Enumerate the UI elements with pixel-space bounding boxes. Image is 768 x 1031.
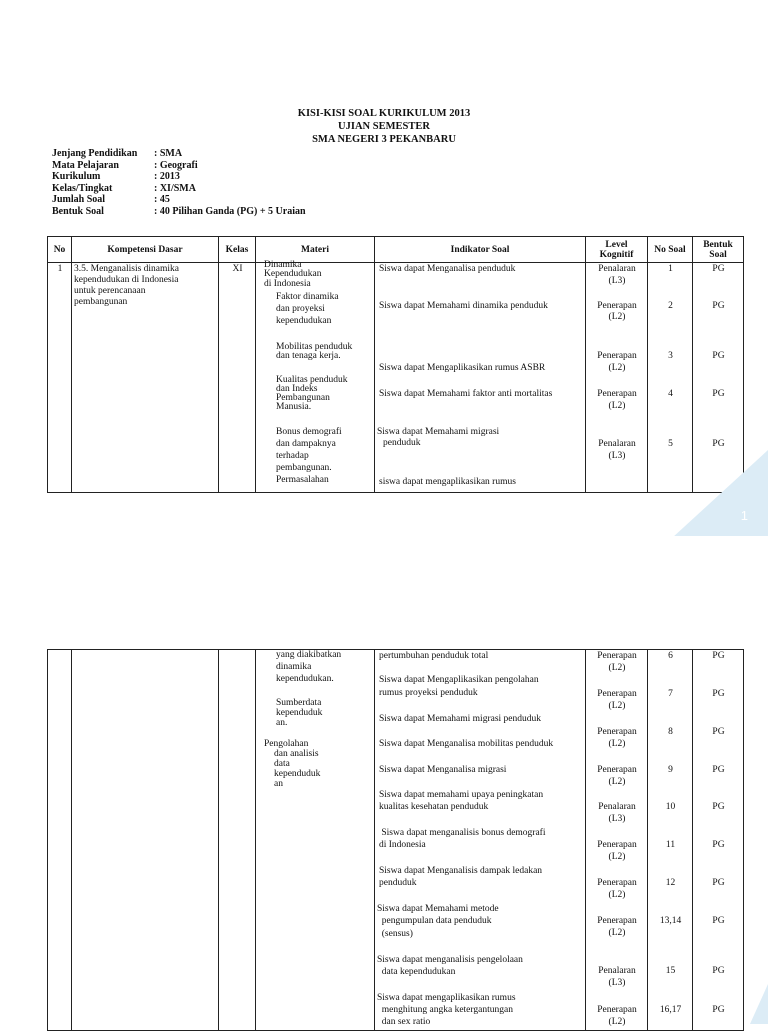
cell-kelas: [219, 650, 256, 1031]
indikator-line: Siswa dapat Menganalisa mobilitas penduduk: [379, 739, 554, 749]
soal-number: 2: [668, 301, 673, 311]
bentuk-value: PG: [712, 389, 725, 399]
cell-indikator: [375, 650, 586, 1031]
soal-number: 9: [668, 765, 673, 775]
indikator-line: di Indonesia: [379, 840, 426, 850]
indikator-line: kualitas kesehatan penduduk: [379, 802, 489, 812]
indikator-line: dan sex ratio: [377, 1017, 431, 1027]
cell-no: [48, 650, 72, 1031]
meta-value: : SMA: [154, 148, 183, 159]
level-code: (L3): [608, 978, 626, 988]
materi-line: di Indonesia: [264, 279, 311, 289]
bentuk-value: PG: [712, 651, 725, 661]
kelas-value: XI: [232, 264, 243, 274]
cell-materi: [256, 650, 375, 1031]
soal-number: 8: [668, 727, 673, 737]
level-code: (L2): [608, 928, 626, 938]
level-code: (L2): [608, 852, 626, 862]
soal-number: 1: [668, 264, 673, 274]
col-header-bentuk: [693, 237, 744, 263]
table-header-row: [48, 237, 744, 263]
bentuk-value: PG: [712, 840, 725, 850]
indikator-line: pertumbuhan penduduk total: [379, 651, 489, 661]
indikator-line: Siswa dapat Menganalisa migrasi: [379, 765, 507, 775]
materi-line: Kependudukan: [264, 269, 322, 279]
level-value: Penalaran: [598, 439, 636, 449]
indikator-line: pengumpulan data penduduk: [377, 916, 492, 926]
cell-kd: [72, 263, 219, 493]
soal-number: 16,17: [659, 1005, 682, 1015]
materi-line: dinamika: [276, 662, 312, 672]
indikator-line: Siswa dapat menganalisis bonus demografi: [379, 828, 546, 838]
col-header-no: No: [48, 237, 72, 263]
level-code: (L2): [608, 701, 626, 711]
cell-materi: [256, 260, 375, 493]
bentuk-value: PG: [712, 727, 725, 737]
materi-line: an.: [276, 718, 288, 728]
level-value: Penerapan: [597, 651, 637, 661]
level-code: (L2): [608, 401, 626, 411]
meta-value: : 2013: [154, 171, 180, 182]
bentuk-value: PG: [712, 301, 725, 311]
kd-line: pembangunan: [74, 297, 128, 307]
indikator-line: rumus proyeksi penduduk: [379, 688, 478, 698]
materi-line: kependuduk: [276, 708, 323, 718]
level-code: (L2): [608, 777, 626, 787]
indikator-line: Siswa dapat Memahami dinamika penduduk: [379, 301, 548, 311]
indikator-line: data kependudukan: [377, 967, 456, 977]
table-row: [48, 650, 744, 1031]
materi-line: Pembangunan: [276, 393, 330, 403]
bentuk-value: PG: [712, 439, 725, 449]
soal-number: 5: [668, 439, 673, 449]
level-code: (L3): [608, 814, 626, 824]
col-header-level-line1: Level: [605, 239, 628, 250]
materi-line: Bonus demografi: [276, 427, 342, 437]
level-code: (L2): [608, 739, 626, 749]
soal-number: 13,14: [659, 916, 682, 926]
indikator-line: Siswa dapat Mengaplikasikan pengolahan: [379, 675, 539, 685]
bentuk-value: PG: [712, 916, 725, 926]
materi-line: kependudukan: [276, 316, 332, 326]
kisi-kisi-table-continued: [47, 649, 744, 1031]
materi-line: Mobilitas penduduk: [276, 342, 353, 352]
meta-key: Kelas/Tingkat: [52, 182, 113, 194]
level-value: Penerapan: [597, 689, 637, 699]
level-code: (L2): [608, 890, 626, 900]
kisi-kisi-table: [47, 236, 744, 493]
materi-line: Sumberdata: [276, 698, 322, 708]
meta-value: : Geografi: [154, 159, 198, 171]
bentuk-value: PG: [712, 689, 725, 699]
soal-number: 7: [668, 689, 673, 699]
meta-key: Mata Pelajaran: [52, 159, 119, 171]
materi-line: terhadap: [276, 451, 309, 461]
meta-key: Bentuk Soal: [52, 205, 104, 217]
level-code: (L2): [608, 312, 626, 322]
level-value: Penerapan: [597, 301, 637, 311]
materi-line: dan Indeks: [276, 384, 318, 394]
level-code: (L2): [608, 663, 626, 673]
materi-line: Faktor dinamika: [276, 292, 339, 302]
doc-title: KISI-KISI SOAL KURIKULUM 2013: [297, 108, 471, 119]
level-code: (L3): [608, 451, 626, 461]
page-corner-decoration-2: [750, 984, 768, 1024]
doc-school: SMA NEGERI 3 PEKANBARU: [312, 134, 456, 145]
soal-number: 15: [665, 966, 676, 976]
soal-number: 4: [668, 389, 673, 399]
level-value: Penerapan: [597, 727, 637, 737]
materi-line: Dinamika: [264, 260, 302, 270]
level-value: Penerapan: [597, 351, 637, 361]
materi-line: pembangunan.: [276, 463, 332, 473]
materi-line: kependudukan.: [276, 674, 334, 684]
col-header-indikator: Indikator Soal: [375, 237, 586, 263]
corner-triangle: [672, 450, 768, 538]
materi-line: dan analisis: [274, 749, 319, 759]
bentuk-value: PG: [712, 264, 725, 274]
soal-number: 12: [665, 878, 676, 888]
bentuk-value: PG: [712, 802, 725, 812]
doc-subtitle: UJIAN SEMESTER: [338, 121, 430, 132]
kd-line: kependudukan di Indonesia: [74, 275, 179, 285]
level-value: Penalaran: [598, 802, 636, 812]
col-header-level: [586, 237, 648, 263]
bentuk-value: PG: [712, 1005, 725, 1015]
materi-line: data: [274, 759, 290, 769]
meta-key: Jumlah Soal: [52, 194, 106, 205]
row-number: 1: [57, 264, 63, 274]
indikator-line: penduduk: [379, 878, 417, 888]
cell-level: [586, 650, 648, 1031]
level-value: Penerapan: [597, 840, 637, 850]
meta-value: : 40 Pilihan Ganda (PG) + 5 Uraian: [154, 205, 306, 217]
bentuk-value: PG: [712, 765, 725, 775]
soal-number: 3: [668, 351, 673, 361]
bentuk-value: PG: [712, 351, 725, 361]
page-number: 1: [740, 508, 748, 523]
materi-line: Permasalahan: [276, 475, 329, 485]
cell-level: [586, 263, 648, 493]
soal-number: 6: [668, 651, 673, 661]
indikator-line: menghitung angka ketergantungan: [377, 1005, 513, 1015]
materi-line: dan tenaga kerja.: [276, 351, 341, 361]
level-value: Penerapan: [597, 389, 637, 399]
level-value: Penerapan: [597, 765, 637, 775]
cell-indikator: [375, 263, 586, 493]
materi-line: Kualitas penduduk: [276, 375, 348, 385]
cell-no: [48, 263, 72, 493]
level-code: (L2): [608, 1017, 626, 1027]
col-header-level-line2: Kognitif: [599, 249, 634, 260]
cell-bentuk: [693, 650, 744, 1031]
indikator-line: (sensus): [377, 929, 413, 939]
soal-number: 11: [665, 840, 676, 850]
materi-line: kependuduk: [274, 769, 321, 779]
cell-kelas: [219, 263, 256, 493]
level-code: (L2): [608, 363, 626, 373]
meta-key: Jenjang Pendidikan: [52, 148, 138, 159]
materi-line: yang diakibatkan: [276, 650, 342, 660]
indikator-line: Siswa dapat Memahami migrasi: [377, 427, 500, 437]
document-meta: [52, 148, 306, 217]
meta-value: : XI/SMA: [154, 182, 196, 194]
materi-line: Pengolahan: [264, 739, 309, 749]
level-value: Penalaran: [598, 966, 636, 976]
level-value: Penalaran: [598, 264, 636, 274]
cell-nosoal: [648, 650, 693, 1031]
page-corner-decoration: [658, 450, 768, 538]
level-code: (L3): [608, 276, 626, 286]
indikator-line: Siswa dapat Memahami faktor anti mortalitas: [379, 389, 553, 399]
indikator-line: Siswa dapat Menganalisa penduduk: [379, 264, 516, 274]
meta-value: : 45: [154, 194, 170, 205]
soal-number: 10: [665, 802, 676, 812]
kd-line: 3.5. Menganalisis dinamika: [74, 264, 180, 274]
kd-line: untuk perencanaan: [74, 286, 146, 296]
materi-line: dan dampaknya: [276, 439, 336, 449]
bentuk-value: PG: [712, 878, 725, 888]
materi-line: an: [274, 779, 283, 789]
indikator-line: penduduk: [383, 438, 421, 448]
col-header-nosoal: No Soal: [648, 237, 693, 263]
indikator-line: Siswa dapat Menganalisis dampak ledakan: [379, 866, 543, 876]
level-value: Penerapan: [597, 916, 637, 926]
col-header-bentuk-line1: Bentuk: [703, 239, 733, 250]
indikator-line: Siswa dapat Memahami migrasi penduduk: [379, 714, 541, 724]
indikator-line: Siswa dapat mengaplikasikan rumus: [377, 993, 516, 1003]
level-value: Penerapan: [597, 1005, 637, 1015]
col-header-kd: Kompetensi Dasar: [72, 237, 219, 263]
indikator-line: Siswa dapat Mengaplikasikan rumus ASBR: [379, 363, 546, 373]
col-header-kelas: Kelas: [219, 237, 256, 263]
level-value: Penerapan: [597, 878, 637, 888]
indikator-line: Siswa dapat Memahami metode: [377, 904, 499, 914]
bentuk-value: PG: [712, 966, 725, 976]
indikator-line: siswa dapat mengaplikasikan rumus: [379, 477, 516, 487]
materi-line: dan proyeksi: [276, 304, 325, 314]
materi-line: Manusia.: [276, 402, 312, 412]
indikator-line: Siswa dapat menganalisis pengelolaan: [377, 955, 523, 965]
indikator-line: Siswa dapat memahami upaya peningkatan: [379, 790, 544, 800]
meta-key: Kurikulum: [52, 171, 101, 182]
table-row: [48, 263, 744, 493]
col-header-bentuk-line2: Soal: [709, 249, 727, 260]
cell-kd: [72, 650, 219, 1031]
col-header-materi: Materi: [256, 237, 375, 263]
